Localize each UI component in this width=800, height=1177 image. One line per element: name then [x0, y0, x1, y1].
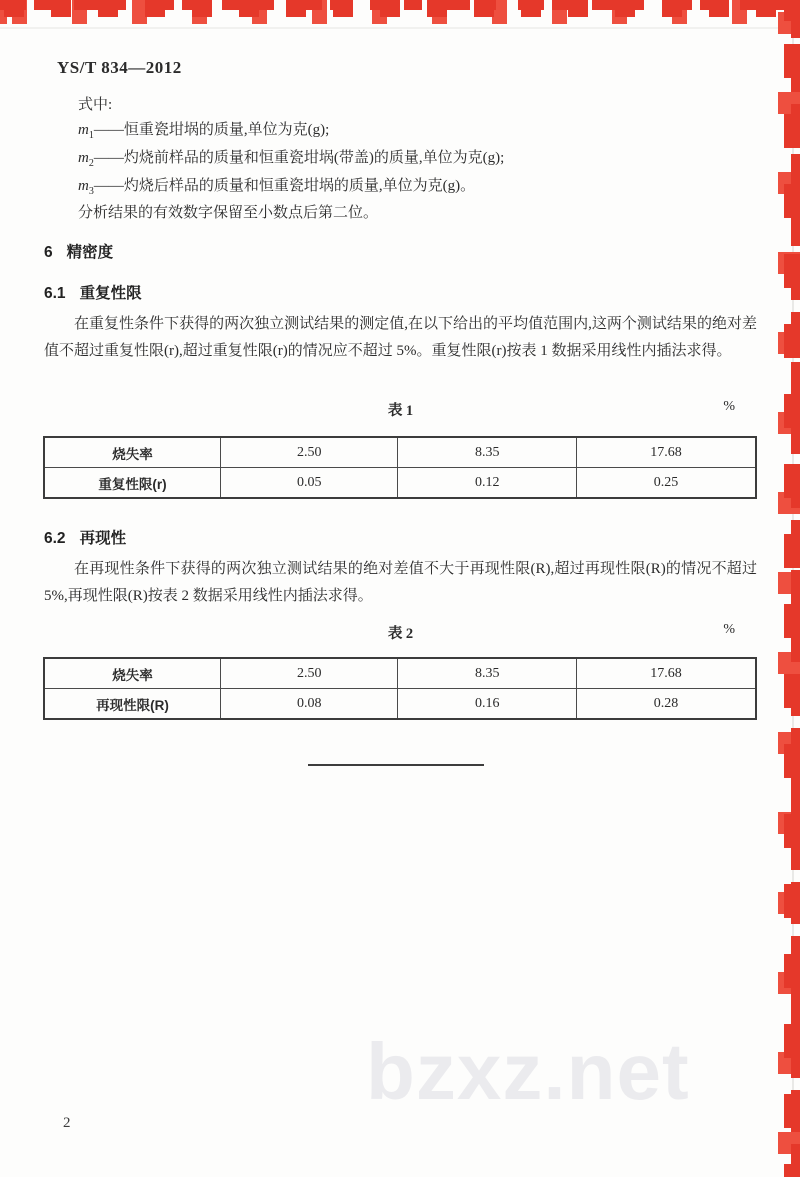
analysis-result-note: 分析结果的有效数字保留至小数点后第二位。	[78, 205, 379, 221]
table-1-cell: 0.12	[398, 468, 577, 499]
table-1-cell: 17.68	[577, 437, 756, 468]
table-1-row1-label: 烧失率	[44, 437, 221, 468]
table-1-cell: 0.25	[577, 468, 756, 499]
formula-legend-item-m2	[78, 146, 504, 169]
table-2-unit: %	[723, 622, 735, 637]
table-2-row2-label: 再现性限(R)	[44, 689, 221, 720]
table-row	[44, 437, 756, 468]
red-scan-edge-top	[0, 0, 800, 26]
standard-number-header: YS/T 834—2012	[57, 58, 182, 77]
table-1-title: 表 1	[387, 403, 414, 419]
table-2	[43, 657, 757, 720]
scan-artifact-horizontal-line	[0, 27, 800, 29]
table-2-cell: 2.50	[221, 658, 398, 689]
red-scan-edge-right	[776, 0, 800, 1177]
symbol-m1-description: ——恒重瓷坩埚的质量,单位为克(g);	[93, 122, 330, 138]
table-2-cell: 17.68	[577, 658, 756, 689]
table-1-cell: 0.05	[221, 468, 398, 499]
table-1-unit: %	[723, 399, 735, 414]
table-row	[44, 658, 756, 689]
symbol-m2: $m_2$	[78, 150, 94, 169]
section-6-1-paragraph: 在重复性条件下获得的两次独立测试结果的测定值,在以下给出的平均值范围内,这两个测试结果的绝对差值不超过重复性限(r),超过重复性限(r)的情况应不超过 5%。重复性限(r)按表 1 数据采用线性内插法求得。	[44, 316, 757, 359]
table-2-row1-label: 烧失率	[44, 658, 221, 689]
table-1-row2-label: 重复性限(r)	[44, 468, 221, 499]
page-number: 2	[63, 1115, 71, 1131]
table-2-caption	[44, 622, 757, 640]
section-6-2-paragraph: 在再现性条件下获得的两次独立测试结果的绝对差值不大于再现性限(R),超过再现性限(R)的情况不超过 5%,再现性限(R)按表 2 数据采用线性内插法求得。	[44, 561, 757, 604]
end-of-text-line	[308, 764, 484, 766]
table-1-cell: 2.50	[221, 437, 398, 468]
table-2-cell: 0.28	[577, 689, 756, 720]
formula-legend-item-m3	[78, 174, 475, 197]
table-1-caption	[44, 399, 757, 417]
symbol-m3-description: ——灼烧后样品的质量和恒重瓷坩埚的质量,单位为克(g)。	[93, 178, 476, 194]
site-watermark: bzxz.net	[366, 1027, 690, 1116]
table-2-title: 表 2	[387, 626, 414, 642]
table-row	[44, 689, 756, 720]
table-row	[44, 468, 756, 499]
section-6-2-heading: 6.2 再现性	[44, 530, 127, 547]
table-2-cell: 8.35	[398, 658, 577, 689]
table-1-cell: 8.35	[398, 437, 577, 468]
table-2-cell: 0.16	[398, 689, 577, 720]
formula-legend-item-m1	[78, 118, 329, 141]
section-6-heading: 6 精密度	[44, 244, 114, 261]
table-1	[43, 436, 757, 499]
formula-legend-intro: 式中:	[78, 97, 113, 113]
symbol-m3: $m_3$	[78, 178, 94, 197]
table-2-cell: 0.08	[221, 689, 398, 720]
section-6-1-heading: 6.1 重复性限	[44, 285, 142, 302]
symbol-m1: $m_1$	[78, 122, 94, 141]
symbol-m2-description: ——灼烧前样品的质量和恒重瓷坩埚(带盖)的质量,单位为克(g);	[93, 150, 505, 166]
